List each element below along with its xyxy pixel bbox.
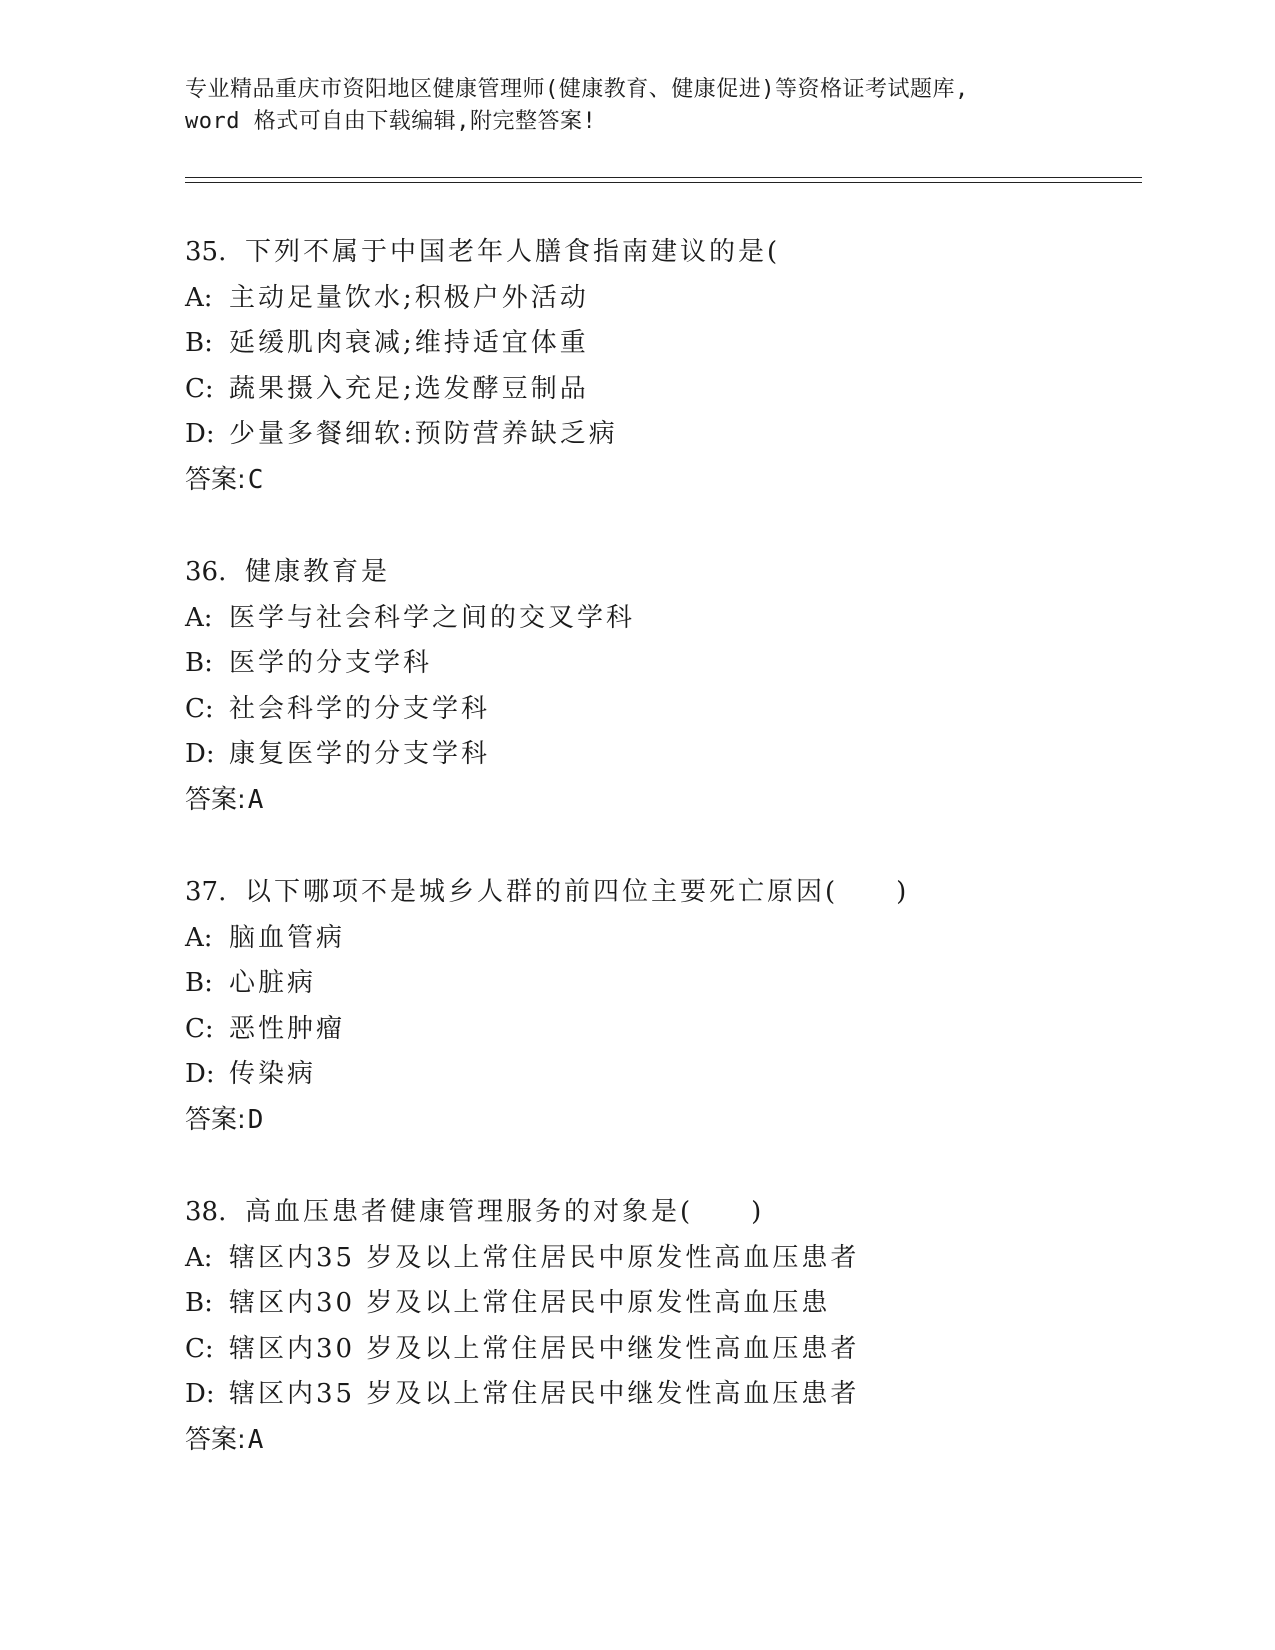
answer-value: A	[247, 784, 264, 815]
option-key: C:	[185, 693, 214, 724]
question-number: 38.	[185, 1197, 227, 1227]
option-d	[185, 1372, 1135, 1418]
answer-line	[185, 458, 1135, 504]
question-block	[185, 230, 1135, 503]
option-key: D:	[185, 1059, 215, 1089]
option-a	[185, 1236, 1135, 1282]
answer-label: 答案:	[185, 1104, 246, 1135]
option-text: 辖区内30 岁及以上常住居民中原发性高血压患	[229, 1288, 831, 1318]
option-d	[185, 732, 1135, 778]
option-text: 医学与社会科学之间的交叉学科	[229, 602, 636, 633]
option-b	[185, 641, 1135, 687]
question-number: 35.	[185, 237, 227, 267]
option-text: 康复医学的分支学科	[229, 739, 491, 769]
answer-line	[185, 1418, 1135, 1464]
answer-value: A	[247, 1424, 264, 1455]
question-stem	[185, 870, 1135, 916]
header-divider-top	[185, 177, 1142, 178]
answer-label: 答案:	[185, 1424, 246, 1455]
question-text: 高血压患者健康管理服务的对象是( )	[245, 1197, 765, 1227]
option-d	[185, 1052, 1135, 1098]
header-divider-bottom	[185, 182, 1142, 183]
option-text: 恶性肿瘤	[229, 1013, 346, 1044]
answer-line	[185, 778, 1135, 824]
option-text: 社会科学的分支学科	[229, 693, 491, 724]
answer-label: 答案:	[185, 464, 246, 495]
question-text: 下列不属于中国老年人膳食指南建议的是(	[245, 237, 781, 267]
question-text: 健康教育是	[245, 557, 391, 587]
option-key: A:	[185, 922, 213, 953]
option-key: C:	[185, 1333, 214, 1364]
option-key: A:	[185, 1242, 213, 1273]
option-key: D:	[185, 419, 215, 449]
option-key: D:	[185, 1379, 215, 1409]
option-c	[185, 687, 1135, 733]
option-text: 医学的分支学科	[229, 648, 433, 678]
answer-label: 答案:	[185, 784, 246, 815]
question-stem	[185, 550, 1135, 596]
option-c	[185, 1007, 1135, 1053]
option-b	[185, 321, 1135, 367]
option-a	[185, 916, 1135, 962]
option-key: B:	[185, 328, 213, 358]
option-a	[185, 596, 1135, 642]
document-header	[185, 74, 1105, 138]
option-text: 传染病	[229, 1059, 317, 1089]
option-c	[185, 1327, 1135, 1373]
question-block	[185, 1190, 1135, 1463]
option-c	[185, 367, 1135, 413]
option-text: 少量多餐细软:预防营养缺乏病	[229, 419, 618, 449]
answer-line	[185, 1098, 1135, 1144]
option-key: A:	[185, 602, 213, 633]
option-d	[185, 412, 1135, 458]
question-block	[185, 870, 1135, 1143]
question-number: 36.	[185, 557, 227, 587]
option-b	[185, 961, 1135, 1007]
header-line-1: 专业精品重庆市资阳地区健康管理师(健康教育、健康促进)等资格证考试题库,	[185, 77, 969, 102]
option-text: 延缓肌肉衰减;维持适宜体重	[229, 328, 589, 358]
option-key: A:	[185, 282, 213, 313]
option-text: 心脏病	[229, 968, 317, 998]
question-block	[185, 550, 1135, 823]
option-text: 辖区内35 岁及以上常住居民中继发性高血压患者	[229, 1379, 860, 1409]
option-key: B:	[185, 648, 213, 678]
option-text: 蔬果摄入充足;选发酵豆制品	[229, 373, 589, 404]
option-b	[185, 1281, 1135, 1327]
question-text: 以下哪项不是城乡人群的前四位主要死亡原因( )	[245, 877, 910, 907]
option-text: 主动足量饮水;积极户外活动	[229, 282, 589, 313]
option-key: C:	[185, 373, 214, 404]
question-stem	[185, 1190, 1135, 1236]
option-text: 辖区内35 岁及以上常住居民中原发性高血压患者	[229, 1242, 860, 1273]
question-number: 37.	[185, 877, 227, 907]
header-line-2: word 格式可自由下载编辑,附完整答案!	[185, 109, 597, 134]
answer-value: C	[247, 464, 264, 495]
option-key: B:	[185, 968, 213, 998]
question-stem	[185, 230, 1135, 276]
option-key: B:	[185, 1288, 213, 1318]
answer-value: D	[247, 1104, 264, 1135]
option-text: 脑血管病	[229, 922, 346, 953]
option-key: C:	[185, 1013, 214, 1044]
option-key: D:	[185, 739, 215, 769]
option-text: 辖区内30 岁及以上常住居民中继发性高血压患者	[229, 1333, 860, 1364]
option-a	[185, 276, 1135, 322]
